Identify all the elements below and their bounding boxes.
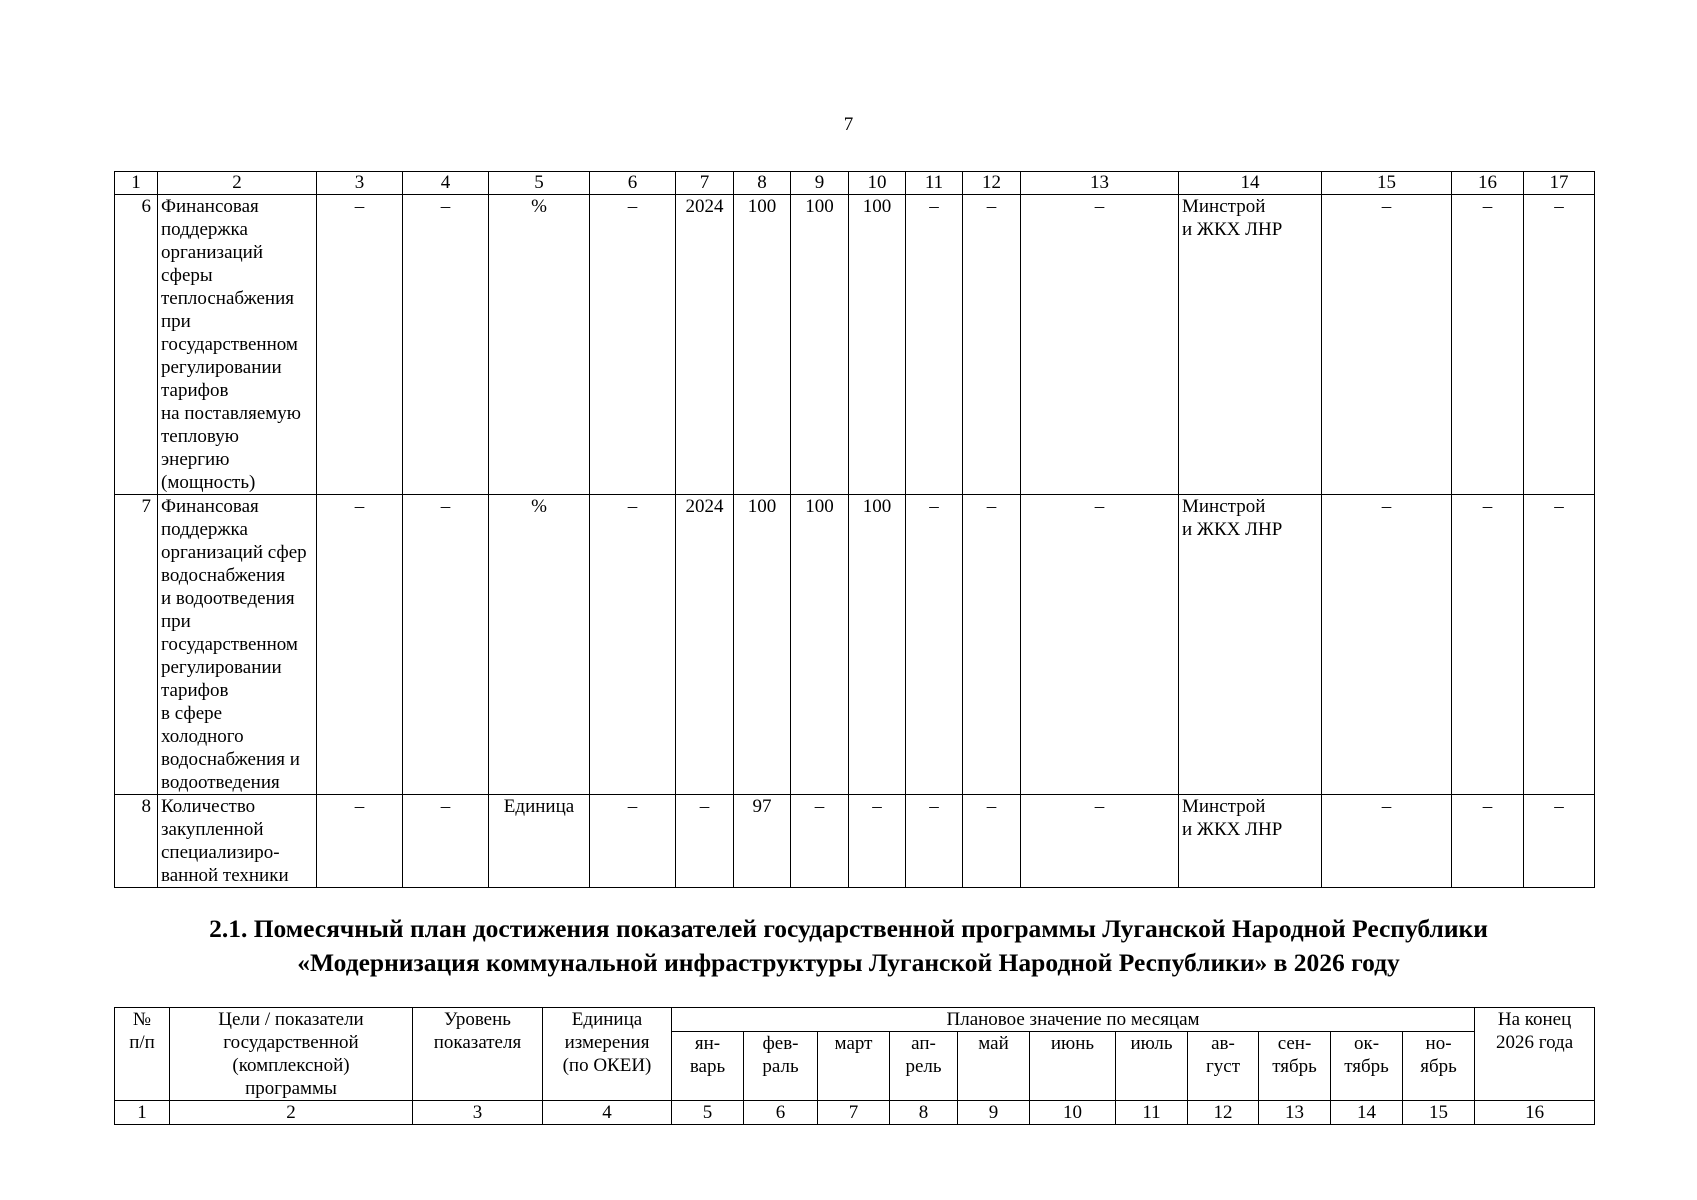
table1-header-cell: 11: [906, 172, 963, 195]
table1-header-cell: 16: [1452, 172, 1524, 195]
table2-month-header: июнь: [1030, 1032, 1116, 1101]
table1-header-cell: 6: [590, 172, 676, 195]
table1-header-cell: 12: [963, 172, 1021, 195]
table1-cell: 97: [734, 795, 791, 888]
table1-cell: –: [403, 795, 489, 888]
table1-cell: –: [590, 795, 676, 888]
table1-cell: –: [676, 795, 734, 888]
table1-cell: 6: [115, 195, 158, 495]
table1-cell: Минстрой и ЖКХ ЛНР: [1179, 795, 1322, 888]
table1-cell: –: [403, 195, 489, 495]
table1-cell: –: [590, 195, 676, 495]
table1-header-cell: 8: [734, 172, 791, 195]
table1-cell: Минстрой и ЖКХ ЛНР: [1179, 195, 1322, 495]
table1-cell: –: [849, 795, 906, 888]
table1-cell: –: [1021, 495, 1179, 795]
table1-cell: –: [963, 195, 1021, 495]
table1-header-row: [115, 172, 1595, 195]
table1-cell: –: [590, 495, 676, 795]
table1-header-cell: 13: [1021, 172, 1179, 195]
table2-col-months-group: Плановое значение по месяцам: [672, 1008, 1475, 1032]
table1-cell: 100: [734, 495, 791, 795]
table2-index-cell: 5: [672, 1101, 744, 1125]
table2-col-number: № п/п: [115, 1008, 170, 1101]
table2-index-row: [115, 1101, 1595, 1125]
table1-cell: 100: [849, 195, 906, 495]
table1-cell: Минстрой и ЖКХ ЛНР: [1179, 495, 1322, 795]
table2-index-cell: 6: [744, 1101, 818, 1125]
table2-month-header: ав- густ: [1188, 1032, 1259, 1101]
table1-cell: 2024: [676, 195, 734, 495]
table2-index-cell: 16: [1475, 1101, 1595, 1125]
table1-cell: –: [317, 795, 403, 888]
table2-month-header: ок- тябрь: [1331, 1032, 1403, 1101]
table1-cell: –: [1452, 495, 1524, 795]
table2-index-cell: 7: [818, 1101, 890, 1125]
table2-month-header: сен- тябрь: [1259, 1032, 1331, 1101]
table2-month-header: но- ябрь: [1403, 1032, 1475, 1101]
table2-col-goals: Цели / показатели государственной (комплексной) программы: [170, 1008, 413, 1101]
table1-cell: –: [963, 795, 1021, 888]
table1-cell: Количество закупленной специализиро- ванной техники: [158, 795, 317, 888]
page-number: 7: [843, 114, 854, 135]
table1-cell: 100: [791, 495, 849, 795]
table1-cell: –: [1524, 795, 1595, 888]
table1-header-cell: 1: [115, 172, 158, 195]
table2-month-header: ап- рель: [890, 1032, 958, 1101]
table2-col-level: Уровень показателя: [413, 1008, 543, 1101]
section-title: [0, 912, 1697, 980]
table1-header-cell: 3: [317, 172, 403, 195]
table1-cell: –: [1322, 195, 1452, 495]
table1-header-cell: 2: [158, 172, 317, 195]
table1-cell: Финансовая поддержка организаций сфер водоснабжения и водоотведения при государственном регулировании тарифов в сфере холодного водоснабжения и водоотведения: [158, 495, 317, 795]
table1-cell: 8: [115, 795, 158, 888]
table1-cell: –: [906, 795, 963, 888]
table1-cell: 7: [115, 495, 158, 795]
table2-header-row-1: [115, 1008, 1595, 1032]
table1-cell: –: [317, 495, 403, 795]
table2-index-cell: 1: [115, 1101, 170, 1125]
table2-month-header: март: [818, 1032, 890, 1101]
section-title-line2: «Модернизация коммунальной инфраструктуры Луганской Народной Республики» в 2026 году: [297, 948, 1400, 977]
table1-header-cell: 10: [849, 172, 906, 195]
table1-header-cell: 14: [1179, 172, 1322, 195]
table1-cell: 100: [849, 495, 906, 795]
table2-month-header: фев- раль: [744, 1032, 818, 1101]
table2-index-cell: 11: [1116, 1101, 1188, 1125]
table1-cell: Финансовая поддержка организаций сферы теплоснабжения при государственном регулировании тарифов на поставляемую тепловую энергию (мощность): [158, 195, 317, 495]
table2-index-cell: 9: [958, 1101, 1030, 1125]
table1-header-cell: 17: [1524, 172, 1595, 195]
table2-month-header: май: [958, 1032, 1030, 1101]
table1-cell: –: [403, 495, 489, 795]
table1-cell: –: [1021, 795, 1179, 888]
table1-header-cell: 7: [676, 172, 734, 195]
table2-index-cell: 14: [1331, 1101, 1403, 1125]
table2-index-cell: 10: [1030, 1101, 1116, 1125]
section-title-line1: 2.1. Помесячный план достижения показателей государственной программы Луганской Народной Республики: [209, 914, 1488, 943]
table2-index-cell: 2: [170, 1101, 413, 1125]
table2-month-header: ян- варь: [672, 1032, 744, 1101]
table1-cell: –: [1322, 795, 1452, 888]
table1-header-cell: 4: [403, 172, 489, 195]
indicators-table: [114, 171, 1595, 888]
table2-index-cell: 8: [890, 1101, 958, 1125]
table2-month-header: июль: [1116, 1032, 1188, 1101]
table1-cell: –: [963, 495, 1021, 795]
table2-index-cell: 12: [1188, 1101, 1259, 1125]
table2-col-end: На конец 2026 года: [1475, 1008, 1595, 1101]
table1-cell: –: [1322, 495, 1452, 795]
table1-cell: %: [489, 495, 590, 795]
table1-row: [115, 195, 1595, 495]
table1-cell: –: [1021, 195, 1179, 495]
table1-cell: –: [1452, 195, 1524, 495]
monthly-plan-table: [114, 1007, 1595, 1125]
table1-cell: %: [489, 195, 590, 495]
table2-index-cell: 3: [413, 1101, 543, 1125]
table1-cell: –: [317, 195, 403, 495]
table1-cell: –: [791, 795, 849, 888]
table2-index-cell: 4: [543, 1101, 672, 1125]
table1-cell: –: [1524, 195, 1595, 495]
table1-cell: Единица: [489, 795, 590, 888]
table1-cell: –: [906, 195, 963, 495]
table1-cell: 2024: [676, 495, 734, 795]
table2-index-cell: 15: [1403, 1101, 1475, 1125]
table1-cell: –: [906, 495, 963, 795]
table1-header-cell: 15: [1322, 172, 1452, 195]
table1-row: [115, 495, 1595, 795]
table1-cell: –: [1452, 795, 1524, 888]
table1-header-cell: 5: [489, 172, 590, 195]
table1-cell: 100: [734, 195, 791, 495]
table1-header-cell: 9: [791, 172, 849, 195]
table1-cell: 100: [791, 195, 849, 495]
table1-cell: –: [1524, 495, 1595, 795]
table2-col-unit: Единица измерения (по ОКЕИ): [543, 1008, 672, 1101]
table2-index-cell: 13: [1259, 1101, 1331, 1125]
table1-row: [115, 795, 1595, 888]
